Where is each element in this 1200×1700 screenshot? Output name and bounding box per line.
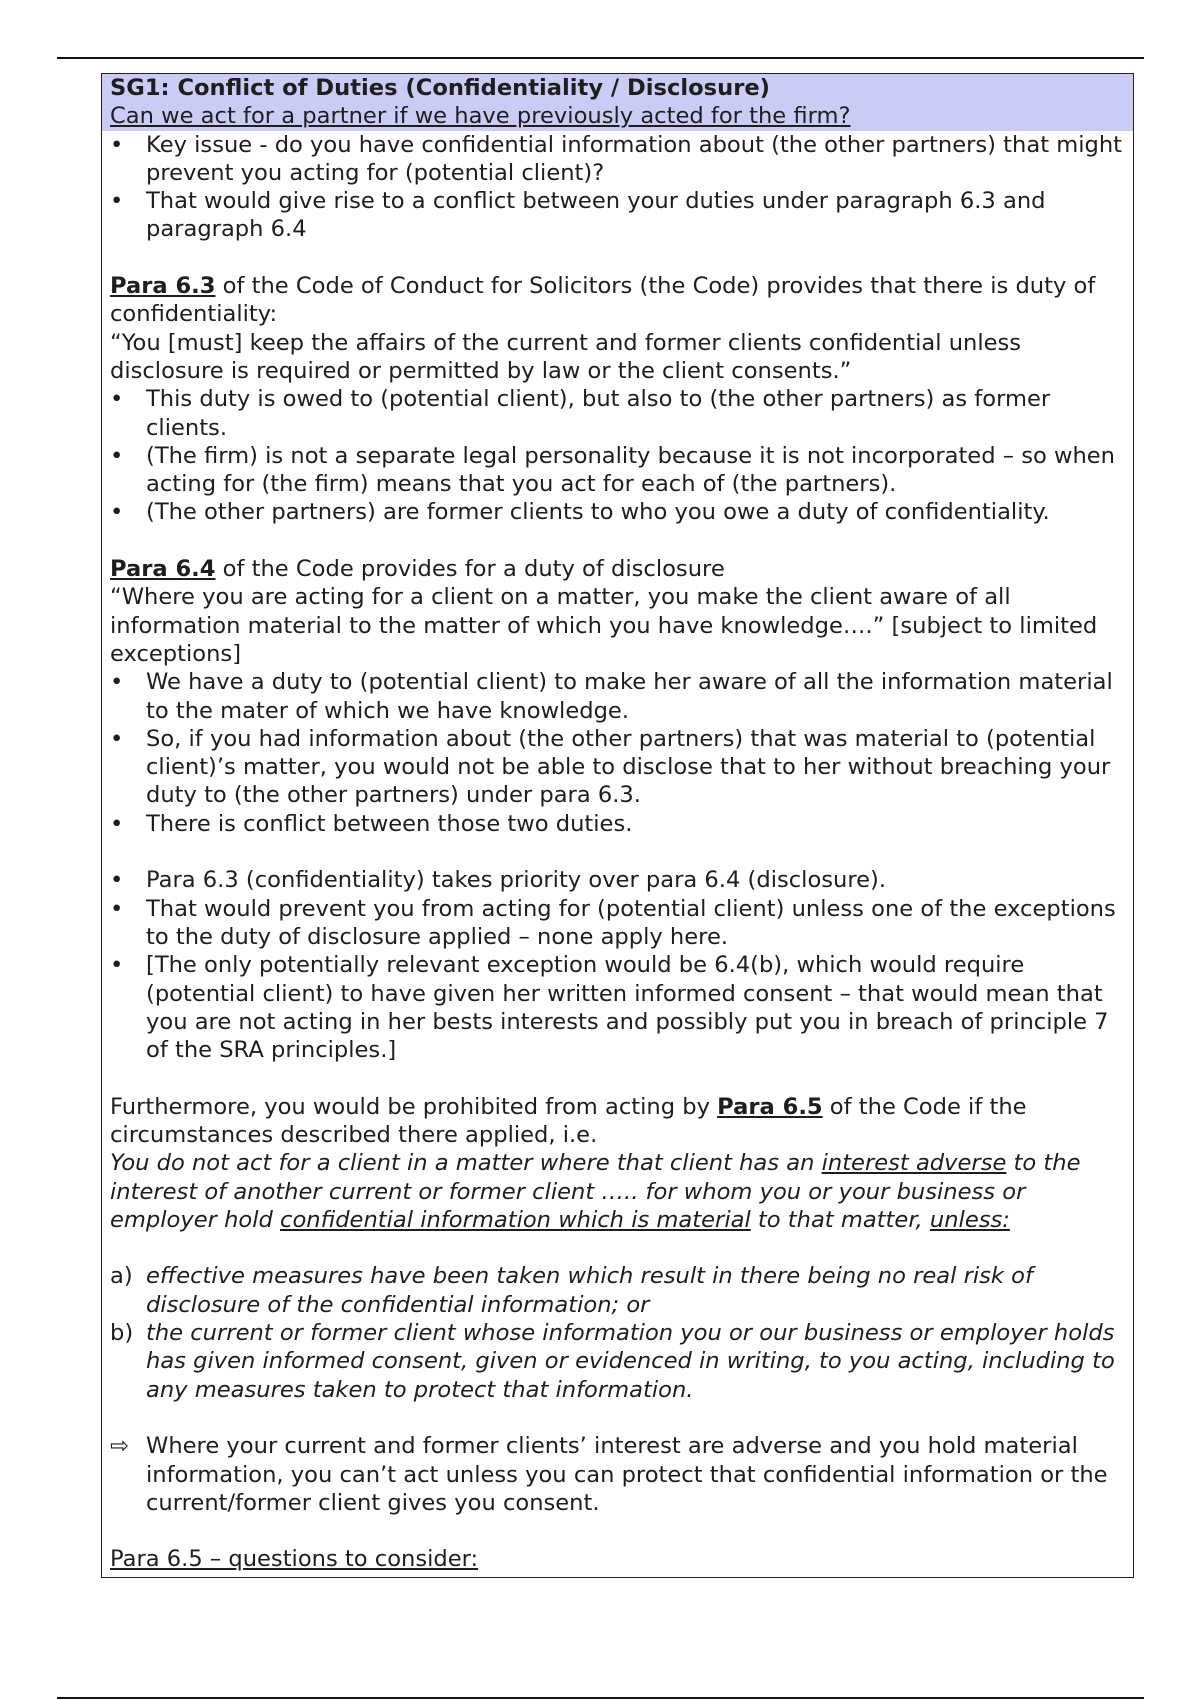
- box-header: [102, 74, 1133, 131]
- exception-item-b: b) the current or former client whose information you or our business or employer holds has given informed consent, given or evidenced in writing, to you acting, including to any measures taken to protect that information.: [110, 1320, 1115, 1403]
- para-6-3-heading: Para 6.3: [110, 273, 216, 300]
- bullet-icon: •: [110, 669, 124, 696]
- para-6-3-bullet: • This duty is owed to (potential client), but also to (the other partners) as former clients.: [110, 386, 1051, 441]
- exception-item-a: a) effective measures have been taken which result in there being no real risk of disclosure of the confidential information; or: [110, 1263, 1033, 1318]
- top-rule: [57, 57, 1144, 59]
- para-6-4-quote: “Where you are acting for a client on a matter, you make the client aware of all information material to the matter of which you have knowledge….” [subject to limited exceptions]: [110, 584, 1098, 667]
- bullet-icon: •: [110, 386, 124, 413]
- bullet-icon: •: [110, 725, 124, 752]
- arrow-right-icon: ⇨: [110, 1433, 129, 1460]
- para-6-3-bullet: • (The firm) is not a separate legal personality because it is not incorporated – so when acting for (the firm) means that you act for each of (the partners).: [110, 442, 1116, 498]
- box-content: [102, 131, 1133, 1574]
- para-6-4-intro: Para 6.4 of the Code provides for a duty of disclosure: [110, 556, 725, 583]
- priority-bullet: • Para 6.3 (confidentiality) takes priority over para 6.4 (disclosure).: [110, 867, 887, 894]
- bullet-icon: •: [110, 952, 124, 979]
- para-6-5-intro: Furthermore, you would be prohibited from acting by Para 6.5 of the Code if the circumstances described there applied, i.e.: [110, 1093, 1027, 1148]
- para-6-4-bullet: • So, if you had information about (the other partners) that was material to (potential client)’s matter, you would not be able to disclose that to her without breaching your duty to (the other partners) under para 6.3.: [110, 725, 1111, 809]
- bullet-icon: •: [110, 188, 124, 215]
- bullet-icon: •: [110, 442, 124, 469]
- para-6-4-bullet: • There is conflict between those two duties.: [110, 810, 633, 837]
- header-subtitle: Can we act for a partner if we have previously acted for the firm?: [110, 103, 851, 130]
- para-6-4-heading: Para 6.4: [110, 556, 216, 583]
- para-6-3-intro: Para 6.3 of the Code of Conduct for Solicitors (the Code) provides that there is duty of confidentiality:: [110, 273, 1096, 328]
- priority-bullet: • [The only potentially relevant exception would be 6.4(b), which would require (potential client) to have given her written informed consent – that would mean that you are not acting in her bests interests and possibly put you in breach of principle 7 of the SRA principles.]: [110, 952, 1109, 1064]
- para-6-5-heading: Para 6.5: [717, 1093, 823, 1120]
- para-6-3-quote: “You [must] keep the affairs of the current and former clients confidential unless disclosure is required or permitted by law or the client consents.”: [110, 329, 1022, 384]
- para-6-5-quote: You do not act for a client in a matter where that client has an interest adverse to the interest of another current or former client ….. for whom you or your business or employer hold confidential information which is material to that matter, unless:: [110, 1150, 1081, 1233]
- header-title: SG1: Conflict of Duties (Confidentiality / Disclosure): [110, 75, 770, 101]
- para-6-4-bullet: • We have a duty to (potential client) to make her aware of all the information material to the mater of which we have knowledge.: [110, 669, 1113, 724]
- questions-heading: Para 6.5 – questions to consider:: [110, 1546, 479, 1573]
- study-guide-box: [101, 73, 1134, 1578]
- intro-bullet: • That would give rise to a conflict between your duties under paragraph 6.3 and paragraph 6.4: [110, 188, 1046, 243]
- conclusion: ⇨ Where your current and former clients’ interest are adverse and you hold material information, you can’t act unless you can protect that confidential information or the current/former client gives you consent.: [110, 1433, 1108, 1516]
- bullet-icon: •: [110, 131, 124, 158]
- bottom-rule: [57, 1697, 1144, 1699]
- para-6-3-bullet: • (The other partners) are former clients to who you owe a duty of confidentiality.: [110, 499, 1050, 526]
- bullet-icon: •: [110, 867, 124, 894]
- bullet-icon: •: [110, 810, 124, 837]
- intro-bullet: • Key issue - do you have confidential information about (the other partners) that might prevent you acting for (potential client)?: [110, 131, 1123, 186]
- priority-bullet: • That would prevent you from acting for (potential client) unless one of the exceptions to the duty of disclosure applied – none apply here.: [110, 895, 1116, 950]
- bullet-icon: •: [110, 895, 124, 922]
- bullet-icon: •: [110, 499, 124, 526]
